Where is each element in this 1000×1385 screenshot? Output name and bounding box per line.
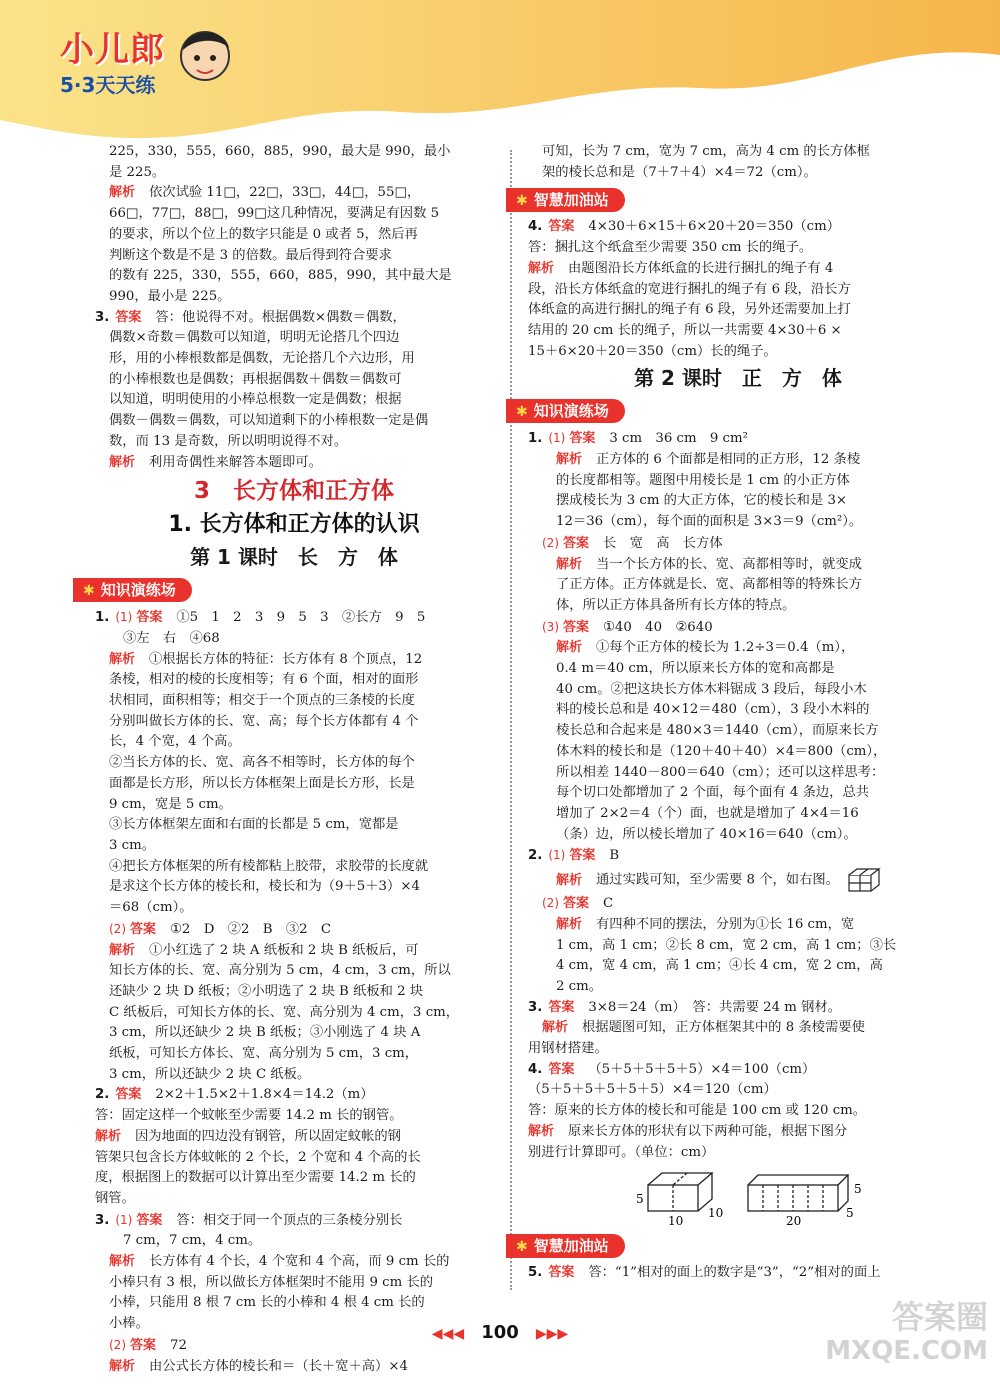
text-line — [528, 512, 948, 533]
line-text: 架的棱长总和是（7＋7＋4）×4＝72（cm）。 — [542, 164, 817, 180]
text-line — [528, 428, 948, 450]
answer-tag: 答案 — [548, 1061, 575, 1077]
analysis-tag: 解析 — [556, 872, 583, 888]
analysis-tag: 解析 — [109, 942, 136, 958]
text-line — [95, 941, 493, 962]
line-text: 因为地面的四边没有钢管，所以固定蚊帐的钢 — [135, 1128, 401, 1144]
text-line — [95, 1168, 493, 1189]
text-line — [95, 225, 493, 246]
answer-tag: 答案 — [115, 1087, 142, 1103]
line-text: 答：“1”相对的面上的数字是“3”，“2”相对的面上 — [588, 1265, 881, 1281]
text-line — [95, 328, 493, 349]
line-text: 是求这个长方体的棱长和，棱长和为（9＋5＋3）×4 — [109, 879, 420, 895]
text-line — [528, 867, 948, 893]
text-line — [95, 266, 493, 287]
question-number: 1. — [95, 610, 110, 626]
sub-question-number: (2) — [109, 921, 126, 936]
line-text: 度，根据图上的数据可以计算出至少需要 14.2 m 长的 — [95, 1170, 416, 1186]
text-line — [95, 1210, 493, 1232]
line-text: 答：捆扎这个纸盒至少需要 350 cm 长的绳子。 — [528, 240, 813, 256]
text-line — [95, 1127, 493, 1148]
fig-a-side-label: 10 — [708, 1206, 724, 1221]
text-line — [95, 629, 493, 650]
column-divider — [510, 150, 512, 1290]
line-text: 体，所以正方体具备所有长方体的特点。 — [556, 597, 796, 613]
line-text: 别进行计算即可。（单位：cm） — [528, 1144, 715, 1160]
text-line — [528, 659, 948, 680]
fig-b-bottom-label: 20 — [786, 1214, 802, 1229]
line-text: 管架只包含长方体蚊帐的 2 个长，2 个宽和 4 个高的长 — [95, 1149, 421, 1165]
text-line — [95, 774, 493, 795]
line-text: 每个切口处都增加了 2 个面，每个面有 4 条边，总共 — [556, 785, 870, 801]
left-block-1 — [95, 142, 493, 473]
line-text: 3×8＝24（m） 答：共需要 24 m 钢材。 — [588, 999, 842, 1015]
line-text: 棱长总和合起来是 480×3＝1440（cm），而原来长方 — [556, 723, 879, 739]
line-text: 条棱，相对的棱的长度相等；有 6 个面，相对的面形 — [109, 672, 419, 688]
text-line — [528, 280, 948, 301]
bonus-banner-bottom — [506, 1234, 625, 1258]
text-line — [528, 1060, 948, 1081]
text-line — [95, 370, 493, 391]
mascot-icon — [175, 20, 235, 90]
analysis-tag: 解析 — [109, 1358, 136, 1374]
fig-b-side-label: 5 — [846, 1206, 854, 1221]
text-line — [95, 982, 493, 1003]
analysis-tag: 解析 — [95, 1128, 122, 1144]
text-line — [528, 1018, 948, 1039]
line-text: 正方体的 6 个面都是相同的正方形，12 条棱 — [596, 452, 861, 468]
text-line — [528, 742, 948, 763]
text-line — [95, 1106, 493, 1127]
sub-question-number: (1) — [548, 431, 566, 446]
analysis-tag: 解析 — [109, 1254, 136, 1270]
line-text: （条）边，所以棱长增加了 40×16＝640（cm）。 — [556, 826, 857, 842]
line-text: ②当长方体的长、宽、高各不相等时，长方体的每个 — [109, 755, 415, 771]
text-line — [528, 825, 948, 846]
line-text: 小棒只有 3 根，所以做长方体框架时不能用 9 cm 长的 — [109, 1274, 434, 1290]
text-line — [95, 919, 493, 941]
line-text: 纸板，可知长方体长、宽、高分别为 5 cm，3 cm， — [109, 1046, 419, 1062]
line-text: 小棒，只能用 8 根 7 cm 长的小棒和 4 根 4 cm 长的 — [109, 1295, 425, 1311]
answer-tag: 答案 — [130, 921, 157, 937]
text-line — [528, 977, 948, 998]
logo-subtitle: 5·3天天练 — [60, 73, 156, 97]
line-text: 形，用的小棒根数都是偶数，无论搭几个六边形，用 — [109, 351, 415, 367]
text-line — [95, 1023, 493, 1044]
text-line — [528, 163, 948, 184]
sub-question-number: (1) — [115, 610, 133, 625]
line-text: 的长度都相等。题图中用棱长是 1 cm 的小正方体 — [556, 472, 850, 488]
sub-question-number: (2) — [109, 1337, 126, 1352]
text-line — [95, 349, 493, 370]
analysis-tag: 解析 — [109, 454, 136, 470]
star-icon: ✱ — [516, 193, 528, 210]
star-icon: ✱ — [83, 583, 95, 600]
line-text: 7 cm，7 cm，4 cm。 — [123, 1233, 262, 1249]
text-line — [95, 691, 493, 712]
section-title: 1. 长方体和正方体的认识 — [168, 512, 420, 538]
sub-question-number: (2) — [542, 535, 559, 550]
question-number: 3. — [95, 1212, 110, 1228]
line-text: 还缺少 2 块 D 纸板；②小明选了 2 块 B 纸板和 2 块 — [109, 983, 424, 999]
answer-tag: 答案 — [569, 431, 596, 447]
text-line — [528, 1263, 948, 1284]
star-icon: ✱ — [516, 1239, 528, 1256]
text-line — [528, 1080, 948, 1101]
line-text: 分别叫做长方体的长、宽、高；每个长方体都有 4 个 — [109, 713, 419, 729]
line-text: 长 宽 高 长方体 — [603, 535, 723, 551]
analysis-tag: 解析 — [528, 260, 555, 276]
text-line — [95, 432, 493, 453]
line-text: 通过实践可知，至少需要 8 个，如右图。 — [596, 872, 839, 888]
cuboid-figures — [628, 1167, 948, 1229]
text-line — [528, 915, 948, 936]
text-line — [528, 1039, 948, 1060]
line-text: 增加了 2×2＝4（个）面，也就是增加了 4×4＝16 — [556, 805, 859, 821]
question-number: 4. — [528, 1061, 543, 1077]
line-text: 是 225。 — [109, 164, 166, 180]
line-text: 答：相交于同一个顶点的三条棱分别长 — [176, 1212, 403, 1228]
line-text: 体木料的棱长和是（120＋40＋40）×4＝800（cm）， — [556, 743, 887, 759]
analysis-tag: 解析 — [528, 1123, 555, 1139]
line-text: 15＋6×20＋20＝350（cm）长的绳子。 — [528, 343, 777, 359]
text-line — [95, 163, 493, 184]
line-text: 判断这个数是不是 3 的倍数。最后得到符合要求 — [109, 247, 392, 263]
line-text: 的小棒根数也是偶数；再根据偶数＋偶数＝偶数可 — [109, 371, 402, 387]
text-line — [528, 721, 948, 742]
text-line — [95, 1231, 493, 1252]
text-line — [528, 1101, 948, 1122]
line-text: （5＋5＋5＋5＋5）×4＝100（cm） — [588, 1061, 816, 1077]
answer-tag: 答案 — [548, 219, 575, 235]
line-text: 面都是长方形，所以长方体框架上面是长方形，长是 — [109, 775, 415, 791]
text-line — [95, 1273, 493, 1294]
text-line — [528, 1143, 948, 1164]
left-column — [83, 142, 493, 1377]
text-line — [528, 142, 948, 163]
line-text: 9 cm，宽是 5 cm。 — [109, 796, 232, 812]
text-line — [95, 1357, 493, 1378]
text-line — [95, 857, 493, 878]
answer-tag: 答案 — [115, 309, 142, 325]
line-text: 长，4 个宽，4 个高。 — [109, 734, 241, 750]
right-block-4 — [528, 1263, 948, 1284]
text-line — [95, 204, 493, 225]
logo — [60, 22, 165, 98]
text-line — [95, 898, 493, 919]
text-line — [95, 650, 493, 671]
question-number: 3. — [528, 999, 543, 1015]
sub-question-number: (3) — [542, 619, 559, 634]
text-line — [528, 342, 948, 363]
line-text: 用钢材搭建。 — [528, 1041, 608, 1057]
page-number: 100 — [481, 1322, 519, 1343]
line-text: 990，最小是 225。 — [109, 288, 231, 304]
line-text: B — [609, 848, 620, 864]
line-text: ①2 D ②2 B ③2 C — [170, 921, 331, 937]
text-line — [95, 607, 493, 629]
line-text: 体纸盒的高进行捆扎的绳子有 6 段，另外还需要加上打 — [528, 302, 851, 318]
text-line — [95, 308, 493, 329]
line-text: 3 cm 36 cm 9 cm² — [609, 431, 748, 447]
line-text: 原来长方体的形状有以下两种可能，根据下图分 — [568, 1123, 848, 1139]
line-text: 由题图沿长方体纸盒的长进行捆扎的绳子有 4 — [568, 260, 834, 276]
line-text: 2×2＋1.5×2＋1.8×4＝14.2（m） — [155, 1087, 374, 1103]
line-text: 根据题图可知，正方体框架其中的 8 条棱需要使 — [582, 1020, 865, 1036]
answer-tag: 答案 — [136, 610, 163, 626]
text-line — [95, 287, 493, 308]
text-line — [95, 1065, 493, 1086]
line-text: 钢管。 — [95, 1190, 135, 1206]
next-arrows-icon: ▶▶▶ — [535, 1326, 569, 1342]
line-text: 数，而 13 是奇数，所以明明说得不对。 — [109, 433, 348, 449]
line-text: 摆成棱长为 3 cm 的大正方体，它的棱长和是 3× — [556, 493, 848, 509]
bonus-banner-label: 智慧加油站 — [533, 191, 609, 210]
text-line — [528, 783, 948, 804]
text-line — [528, 893, 948, 915]
prev-arrows-icon: ◀◀◀ — [431, 1326, 465, 1342]
text-line — [95, 795, 493, 816]
line-text: 72 — [170, 1337, 187, 1353]
analysis-tag: 解析 — [556, 556, 583, 572]
text-line — [528, 998, 948, 1019]
analysis-tag: 解析 — [556, 916, 583, 932]
text-line — [528, 300, 948, 321]
line-text: ④把长方体框架的所有棱都粘上胶带，求胶带的长度就 — [109, 858, 429, 874]
line-text: 知长方体的长、宽、高分别为 5 cm，4 cm，3 cm，所以 — [109, 963, 451, 979]
line-text: 料的棱长总和是 40×12＝480（cm），3 段小木料的 — [556, 702, 870, 718]
lesson2-title: 第 2 课时 正 方 体 — [634, 366, 842, 391]
text-line — [528, 936, 948, 957]
line-text: 3 cm，所以还缺少 2 块 B 纸板；③小刚选了 4 块 A — [109, 1025, 421, 1041]
line-text: 了正方体。正方体就是长、宽、高都相等的特殊长方 — [556, 577, 862, 593]
answer-tag: 答案 — [130, 1337, 157, 1353]
question-number: 4. — [528, 219, 543, 235]
line-text: 利用奇偶性来解答本题即可。 — [149, 454, 322, 470]
line-text: 0.4 m＝40 cm，所以原来长方体的宽和高都是 — [556, 661, 835, 677]
line-text: ＝68（cm）。 — [109, 900, 193, 916]
line-text: 小棒。 — [109, 1316, 149, 1332]
chapter-title: 3 长方体和正方体 — [193, 478, 394, 505]
right-column — [516, 142, 948, 1284]
text-line — [528, 321, 948, 342]
analysis-tag: 解析 — [556, 452, 583, 468]
line-text: 的数有 225，330，555，660，885，990，其中最大是 — [109, 268, 452, 284]
fig-a-bottom-label: 10 — [668, 1214, 684, 1229]
watermark-line1: 答案圈 — [891, 1298, 988, 1336]
text-line — [528, 680, 948, 701]
text-line — [95, 732, 493, 753]
text-line — [528, 617, 948, 639]
fig-a-left-label: 5 — [636, 1192, 644, 1207]
text-line — [95, 753, 493, 774]
sub-question-number: (1) — [548, 848, 566, 863]
text-line — [528, 217, 948, 238]
line-text: 3 cm。 — [109, 837, 156, 853]
line-text: 结用的 20 cm 长的绳子，所以一共需要 4×30＋6 × — [528, 322, 842, 338]
right-block-3 — [528, 428, 948, 1163]
line-text: 66□，77□，88□，99□这几种情况，要满足有因数 5 — [109, 206, 440, 222]
answer-tag: 答案 — [563, 535, 590, 551]
line-text: 4×30＋6×15＋6×20＋20＝350（cm） — [588, 219, 841, 235]
practice-banner-label: 知识演练场 — [100, 581, 176, 600]
logo-title: 小儿郎 — [60, 30, 165, 70]
line-text: 答：原来的长方体的棱长和可能是 100 cm 或 120 cm。 — [528, 1103, 867, 1119]
question-number: 2. — [528, 848, 543, 864]
line-text: 段，沿长方体纸盒的宽进行捆扎的绳子有 6 段，沿长方 — [528, 281, 851, 297]
sub-question-number: (2) — [542, 896, 559, 911]
text-line — [528, 845, 948, 867]
text-line — [95, 877, 493, 898]
practice-banner-right — [506, 399, 625, 423]
cube-stack-icon — [847, 867, 881, 893]
line-text: ①根据长方体的特征：长方体有 8 个顶点，12 — [149, 651, 423, 667]
text-line — [528, 763, 948, 784]
text-line — [95, 815, 493, 836]
answer-tag: 答案 — [548, 1265, 575, 1281]
text-line — [95, 1252, 493, 1273]
text-line — [95, 390, 493, 411]
lesson1-title: 第 1 课时 长 方 体 — [190, 545, 398, 570]
text-line — [95, 142, 493, 163]
line-text: 2 cm。 — [556, 978, 603, 994]
line-text: C 纸板后，可知长方体的长、宽、高分别为 4 cm，3 cm， — [109, 1004, 460, 1020]
sub-question-number: (1) — [115, 1212, 133, 1227]
practice-banner-left — [73, 578, 192, 602]
star-icon: ✱ — [516, 404, 528, 421]
text-line — [528, 450, 948, 471]
question-number: 1. — [528, 431, 543, 447]
text-line — [95, 183, 493, 204]
text-line — [528, 555, 948, 576]
text-line — [95, 1003, 493, 1024]
fig-b-right-label: 5 — [854, 1182, 862, 1197]
text-line — [95, 670, 493, 691]
question-number: 5. — [528, 1265, 543, 1281]
line-text: 答：固定这样一个蚊帐至少需要 14.2 m 长的钢管。 — [95, 1108, 403, 1124]
text-line — [95, 1044, 493, 1065]
line-text: 依次试验 11□，22□，33□，44□，55□， — [149, 185, 421, 201]
text-line — [528, 596, 948, 617]
line-text: 以知道，明明使用的小棒总根数一定是偶数；根据 — [109, 392, 402, 408]
text-line — [95, 712, 493, 733]
right-block-2 — [528, 217, 948, 362]
text-line — [528, 638, 948, 659]
line-text: 可知，长为 7 cm，宽为 7 cm，高为 4 cm 的长方体框 — [542, 144, 870, 159]
line-text: ③左 右 ④68 — [123, 630, 220, 646]
text-line — [95, 1148, 493, 1169]
line-text: ①小红选了 2 块 A 纸板和 2 块 B 纸板后，可 — [149, 942, 419, 958]
line-text: 40 cm。②把这块长方体木料锯成 3 段后，每段小木 — [556, 681, 867, 697]
analysis-tag: 解析 — [542, 1020, 569, 1036]
answer-tag: 答案 — [563, 896, 590, 912]
line-text: 12＝36（cm），每个面的面积是 3×3＝9（cm²）。 — [556, 514, 863, 530]
text-line — [528, 471, 948, 492]
text-line — [95, 246, 493, 267]
text-line — [95, 1189, 493, 1210]
text-line — [528, 956, 948, 977]
practice-banner-label: 知识演练场 — [533, 402, 609, 421]
line-text: 所以相差 1440－800＝640（cm）；还可以这样思考： — [556, 764, 885, 780]
answer-tag: 答案 — [569, 848, 596, 864]
line-text: ①5 1 2 3 9 5 3 ②长方 9 5 — [176, 610, 426, 626]
line-text: （5＋5＋5＋5＋5＋5）×4＝120（cm） — [528, 1082, 777, 1098]
line-text: 长方体有 4 个长，4 个宽和 4 个高，而 9 cm 长的 — [149, 1254, 450, 1270]
watermark-line2: MXQE.COM — [825, 1336, 988, 1366]
text-line — [95, 1085, 493, 1106]
right-block-1 — [528, 142, 948, 183]
text-line — [95, 453, 493, 474]
line-text: 答：他说得不对。根据偶数×偶数＝偶数， — [155, 309, 406, 325]
text-line — [95, 1293, 493, 1314]
text-line — [528, 491, 948, 512]
text-line — [95, 411, 493, 432]
text-line — [528, 259, 948, 280]
text-line — [528, 238, 948, 259]
line-text: 状相同，面积相等；相交于一个顶点的三条棱的长度 — [109, 693, 415, 709]
text-line — [528, 533, 948, 555]
answer-tag: 答案 — [563, 619, 590, 635]
line-text: ①40 40 ②640 — [603, 619, 713, 635]
line-text: ①每个正方体的棱长为 1.2÷3＝0.4（m）， — [596, 640, 855, 656]
text-line — [528, 804, 948, 825]
line-text: 225，330，555，660，885，990，最大是 990，最小 — [109, 144, 451, 159]
analysis-tag: 解析 — [556, 640, 583, 656]
cuboid-diagram — [628, 1167, 878, 1229]
question-number: 3. — [95, 309, 110, 325]
watermark — [825, 1300, 988, 1368]
answer-tag: 答案 — [548, 999, 575, 1015]
question-number: 2. — [95, 1087, 110, 1103]
line-text: 偶数－偶数＝偶数，可以知道剩下的小棒根数一定是偶 — [109, 413, 429, 429]
text-line — [95, 961, 493, 982]
analysis-tag: 解析 — [109, 185, 136, 201]
text-line — [95, 836, 493, 857]
bonus-banner-label: 智慧加油站 — [533, 1237, 609, 1256]
line-text: ③长方体框架左面和右面的长都是 5 cm，宽都是 — [109, 817, 399, 833]
text-line — [528, 1122, 948, 1143]
page-header — [0, 0, 1000, 150]
line-text: 当一个长方体的长、宽、高都相等时，就变成 — [596, 556, 862, 572]
line-text: 由公式长方体的棱长和＝（长＋宽＋高）×4 — [149, 1358, 408, 1374]
text-line — [528, 700, 948, 721]
line-text: 4 cm，宽 4 cm，高 1 cm；④长 4 cm，宽 2 cm，高 — [556, 958, 883, 974]
line-text: C — [603, 896, 614, 912]
left-block-2 — [95, 607, 493, 1377]
bonus-banner-top — [506, 188, 625, 212]
answer-tag: 答案 — [136, 1212, 163, 1228]
line-text: 有四种不同的摆法，分别为①长 16 cm，宽 — [596, 916, 855, 932]
text-line — [528, 575, 948, 596]
line-text: 的要求，所以个位上的数字只能是 0 或者 5，然后再 — [109, 226, 418, 242]
analysis-tag: 解析 — [109, 651, 136, 667]
line-text: 1 cm，高 1 cm；②长 8 cm，宽 2 cm，高 1 cm；③长 — [556, 937, 897, 953]
line-text: 3 cm，所以还缺少 2 块 C 纸板。 — [109, 1066, 311, 1082]
line-text: 偶数×奇数＝偶数可以知道，明明无论搭几个四边 — [109, 330, 400, 346]
